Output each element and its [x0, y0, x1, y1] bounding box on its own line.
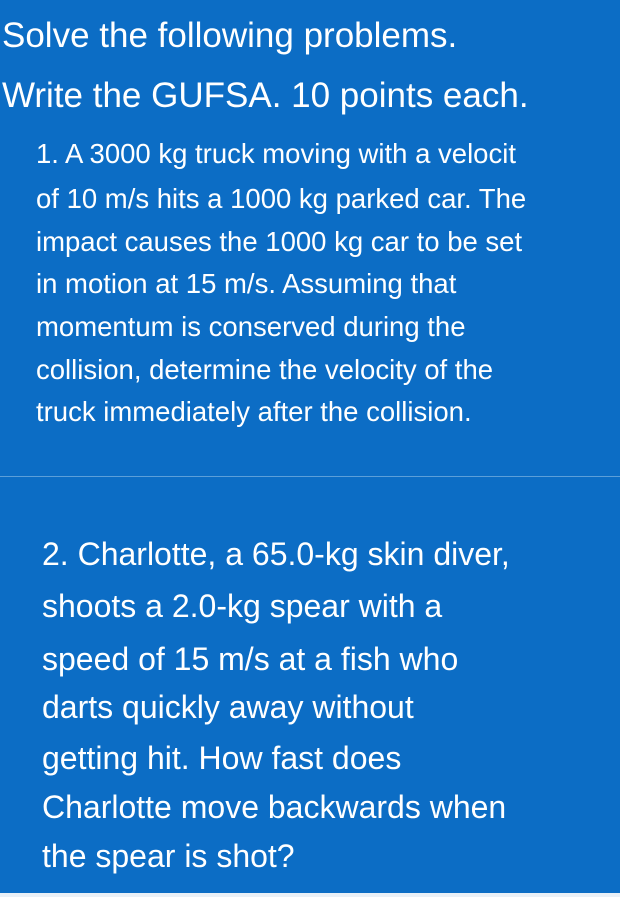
problem-1-line: impact causes the 1000 kg car to be set	[36, 226, 523, 257]
problem-2-line: 2. Charlotte, a 65.0-kg skin diver,	[42, 536, 510, 572]
problem-2-line: Charlotte move backwards when	[42, 789, 507, 825]
title-line-2: Write the GUFSA. 10 points each.	[2, 76, 529, 115]
problem-1-line: momentum is conserved during the	[36, 311, 466, 342]
problem-1-line: 1. A 3000 kg truck moving with a velocit	[36, 138, 516, 169]
problem-2-line: getting hit. How fast does	[42, 740, 402, 776]
problem-2-line: the spear is shot?	[42, 838, 295, 874]
problem-2-line: speed of 15 m/s at a fish who	[42, 641, 459, 677]
title-line-1: Solve the following problems.	[2, 16, 458, 55]
problem-1-line: truck immediately after the collision.	[36, 396, 472, 427]
problem-1-line: in motion at 15 m/s. Assuming that	[36, 268, 457, 299]
section-divider	[0, 476, 620, 477]
bottom-edge-strip	[0, 893, 620, 897]
problem-2-line: shoots a 2.0-kg spear with a	[42, 588, 443, 624]
problem-2-line: darts quickly away without	[42, 689, 414, 725]
problem-1-line: collision, determine the velocity of the	[36, 354, 494, 385]
problem-1-line: of 10 m/s hits a 1000 kg parked car. The	[36, 183, 527, 214]
